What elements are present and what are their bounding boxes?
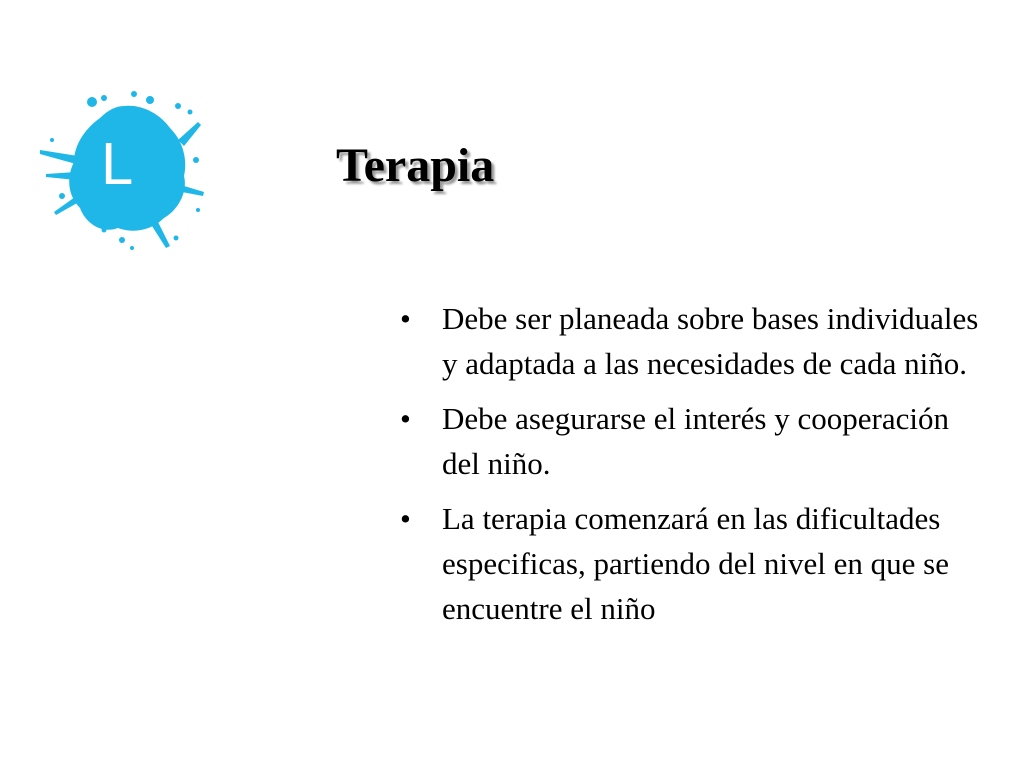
- bullet-item: [400, 396, 980, 486]
- bullet-text: Debe asegurarse el interés y cooperación del niño.: [442, 401, 949, 481]
- bullet-mark: •: [400, 501, 411, 536]
- logo-letter: L: [100, 133, 132, 198]
- bullet-item: [400, 496, 980, 631]
- ink-splash-icon: [38, 88, 210, 256]
- bullet-text: La terapia comenzará en las dificultades especificas, partiendo del nivel en que se encuentre el niño: [442, 501, 949, 626]
- bullet-list: [400, 296, 980, 641]
- bullet-text: Debe ser planeada sobre bases individuales y adaptada a las necesidades de cada niño.: [442, 301, 979, 381]
- slide-title: Terapia: [336, 139, 495, 192]
- bullet-mark: •: [400, 301, 411, 336]
- bullet-mark: •: [400, 401, 411, 436]
- bullet-item: [400, 296, 980, 386]
